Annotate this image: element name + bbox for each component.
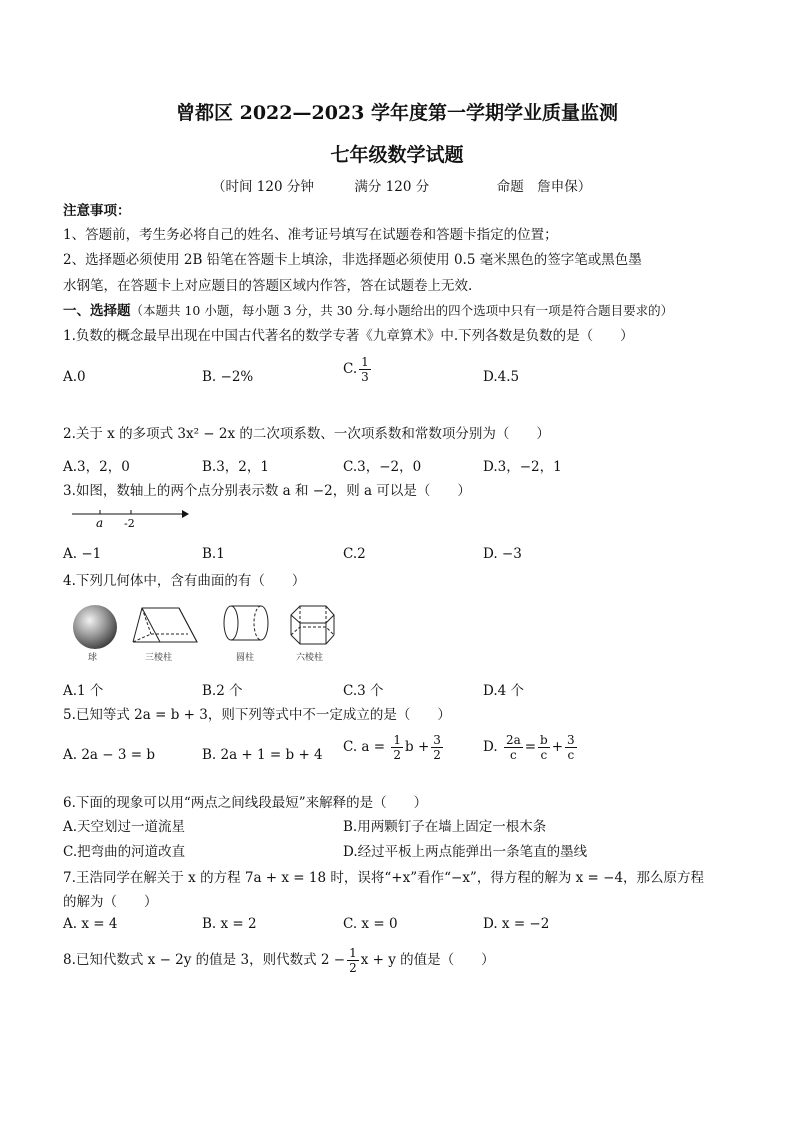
number-line-arrow <box>182 510 189 518</box>
q6-stem: 6.下面的现象可以用“两点之间线段最短”来解释的是（ ） <box>63 795 428 811</box>
q2-option-c: C.3，−2，0 <box>343 459 422 475</box>
exam-subtitle: 七年级数学试题 <box>330 144 464 166</box>
number-line-figure <box>70 505 190 531</box>
q3-option-c: C.2 <box>343 546 366 562</box>
q7-option-d: D. x = −2 <box>483 916 550 932</box>
q6-option-a: A.天空划过一道流星 <box>63 819 186 835</box>
exam-meta: （时间 120 分钟 满分 120 分 命题 詹申保） <box>212 179 592 195</box>
q6-option-b: B.用两颗钉子在墙上固定一根木条 <box>343 819 547 835</box>
triangular-prism-icon <box>130 604 202 648</box>
q5-c-f2-den: 2 <box>433 748 441 762</box>
q5-d-f3-num: 3 <box>567 733 575 747</box>
point-a-label: a <box>96 516 104 530</box>
point-neg2-label: -2 <box>124 517 135 530</box>
q5-c-prefix: C. a = <box>343 739 386 755</box>
q4-option-b: B.2 个 <box>202 683 243 699</box>
q6-option-c: C.把弯曲的河道改直 <box>63 844 186 860</box>
q7-stem-line2: 的解为（ ） <box>63 894 158 910</box>
notice-item-2a: 2、选择题必须使用 2B 铅笔在答题卡上填涂，非选择题必须使用 0.5 毫米黑色的签字笔或黑色墨 <box>63 252 642 268</box>
q1-c-prefix: C. <box>343 361 358 377</box>
q1-stem: 1.负数的概念最早出现在中国古代著名的数学专著《九章算术》中.下列各数是负数的是（ ） <box>63 328 634 344</box>
q7-option-b: B. x = 2 <box>202 916 257 932</box>
sphere-icon <box>70 603 120 651</box>
q2-option-a: A.3，2，0 <box>63 459 130 475</box>
q3-option-b: B.1 <box>202 546 225 562</box>
q5-option-d <box>483 734 579 761</box>
exam-title: 曾都区 2022—2023 学年度第一学期学业质量监测 <box>176 102 618 124</box>
q4-stem: 4.下列几何体中，含有曲面的有（ ） <box>63 573 306 589</box>
q5-d-plus: + <box>551 739 564 755</box>
q8-f-num: 1 <box>349 946 357 960</box>
notice-item-1: 1、答题前，考生务必将自己的姓名、准考证号填写在试题卷和答题卡指定的位置； <box>63 227 558 243</box>
cylinder-caption: 圆柱 <box>236 653 255 663</box>
notice-item-2b: 水钢笔，在答题卡上对应题目的答题区域内作答，答在试题卷上无效. <box>63 278 473 294</box>
q1-c-den: 3 <box>361 370 369 384</box>
q3-option-a: A. −1 <box>63 546 102 562</box>
q5-option-b: B. 2a + 1 = b + 4 <box>202 747 323 763</box>
q1-c-fraction <box>359 356 371 383</box>
q5-option-a: A. 2a − 3 = b <box>63 747 155 763</box>
q7-option-a: A. x = 4 <box>63 916 118 932</box>
q1-option-a: A.0 <box>63 369 86 385</box>
q2-option-d: D.3，−2，1 <box>483 459 562 475</box>
section-heading <box>63 299 673 319</box>
q5-d-f2-den: c <box>540 748 548 762</box>
q1-option-b: B. −2% <box>202 369 254 385</box>
q8-stem-pre: 8.已知代数式 x − 2y 的值是 3，则代数式 2 − <box>63 952 346 968</box>
q4-option-d: D.4 个 <box>483 683 525 699</box>
q5-d-prefix: D. <box>483 739 498 755</box>
q4-option-a: A.1 个 <box>63 683 104 699</box>
q1-option-d: D.4.5 <box>483 369 520 385</box>
triangular-prism-caption: 三棱柱 <box>145 653 173 663</box>
sphere-caption: 球 <box>88 653 98 663</box>
q5-c-f1-den: 2 <box>393 748 402 762</box>
q1-option-c <box>343 356 373 383</box>
q2-option-b: B.3，2，1 <box>202 459 269 475</box>
q5-d-f1-num: 2a <box>505 733 521 747</box>
q5-d-f2-num: b <box>540 733 548 747</box>
q6-option-d: D.经过平板上两点能弹出一条笔直的墨线 <box>343 844 588 860</box>
q5-d-frac3 <box>565 734 577 761</box>
q7-stem-line1: 7.王浩同学在解关于 x 的方程 7a + x = 18 时，误将“+x”看作“−x”，得方程的解为 x = −4，那么原方程 <box>63 870 705 886</box>
q3-stem: 3.如图，数轴上的两个点分别表示数 a 和 −2，则 a 可以是（ ） <box>63 483 471 499</box>
q8-stem <box>63 947 495 974</box>
q8-f-den: 2 <box>349 961 357 975</box>
q5-stem: 5.已知等式 2a = b + 3，则下列等式中不一定成立的是（ ） <box>63 707 451 723</box>
hexagonal-prism-icon <box>288 603 338 647</box>
section-desc: （本题共 10 小题，每小题 3 分，共 30 分.每小题给出的四个选项中只有一项是符合题目要求的） <box>130 303 674 318</box>
q2-stem: 2.关于 x 的多项式 3x² − 2x 的二次项系数、一次项系数和常数项分别为（ ） <box>63 426 550 442</box>
q5-c-f1-num: 1 <box>393 733 402 747</box>
q5-c-frac1 <box>391 734 403 761</box>
notice-heading: 注意事项： <box>63 203 131 219</box>
q7-option-c: C. x = 0 <box>343 916 398 932</box>
q4-option-c: C.3 个 <box>343 683 384 699</box>
hexagonal-prism-caption: 六棱柱 <box>296 653 324 663</box>
q5-d-eq: = <box>524 739 537 755</box>
q8-fraction <box>347 947 359 974</box>
q8-stem-post: x + y 的值是（ ） <box>360 952 495 968</box>
q5-d-frac2 <box>538 734 550 761</box>
cylinder-icon <box>220 603 272 647</box>
q5-c-f2-num: 3 <box>433 733 441 747</box>
q1-c-num: 1 <box>361 355 369 369</box>
q5-c-mid: b + <box>405 739 430 755</box>
section-title: 一、选择题 <box>63 303 131 319</box>
q5-option-c <box>343 734 445 761</box>
q5-d-frac1 <box>504 734 523 761</box>
q5-d-f3-den: c <box>567 748 575 762</box>
q5-c-frac2 <box>431 734 443 761</box>
q3-option-d: D. −3 <box>483 546 522 562</box>
q5-d-f1-den: c <box>509 748 517 762</box>
